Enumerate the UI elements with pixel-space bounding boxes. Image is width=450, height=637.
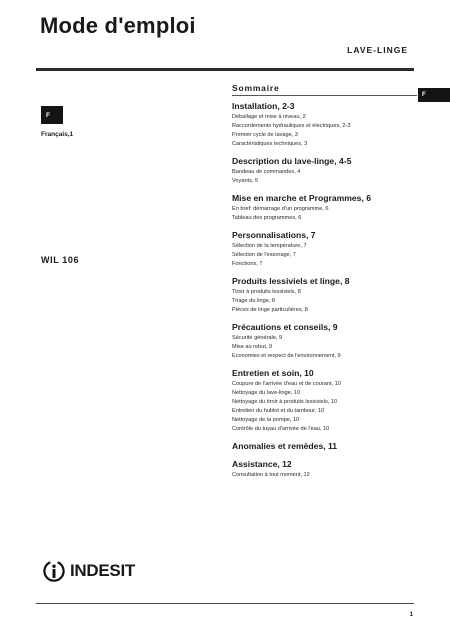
toc-section [232,156,417,186]
toc-entry: Pièces de linge particulières, 8 [232,307,308,313]
toc-section [232,193,417,223]
language-badge: F [41,106,63,124]
toc-entry: Raccordements hydrauliques et électriques, 2-3 [232,123,351,129]
toc-entry: En bref: démarrage d'un programme, 6 [232,206,329,212]
toc-section-title: Mise en marche et Programmes, 6 [232,193,371,203]
toc-entry: Fonctions, 7 [232,261,263,267]
toc-entry: Entretien du hublot et du tambour, 10 [232,408,325,414]
product-type-label: LAVE-LINGE [347,45,408,55]
toc-section [232,276,417,315]
toc-section-title: Assistance, 12 [232,459,292,469]
brand-wordmark: INDESIT [70,561,135,580]
toc-entry: Mise au rebut, 9 [232,344,273,350]
language-label: Français,1 [41,131,74,138]
toc-entry: Sécurité générale, 9 [232,335,283,341]
toc-section-title: Anomalies et remèdes, 11 [232,441,338,451]
toc-section [232,230,417,269]
toc-section-title: Produits lessiviels et linge, 8 [232,276,350,286]
toc-sections [232,101,417,480]
toc-entry: Tableau des programmes, 6 [232,215,302,221]
language-tab: F [418,88,450,102]
toc-entry: Contrôle du tuyau d'arrivée de l'eau, 10 [232,426,330,432]
toc-entry: Déballage et mise à niveau, 2 [232,114,306,120]
toc-entry: Tiroir à produits lessiviels, 8 [232,289,301,295]
toc-section-title: Description du lave-linge, 4-5 [232,156,352,166]
toc-entry: Triage du linge, 8 [232,298,276,304]
page-title: Mode d'emploi [40,13,196,38]
toc-section [232,322,417,361]
model-number: WIL 106 [41,255,80,265]
toc-section [232,368,417,434]
header-divider [36,68,414,71]
toc-section [232,441,417,452]
toc-entry: Nettoyage du lave-linge, 10 [232,390,301,396]
toc-entry: Caractéristiques techniques, 3 [232,141,308,147]
indesit-i-circle-icon [42,559,66,583]
toc-entry: Economies et respect de l'environnement, 9 [232,353,341,359]
table-of-contents [232,83,417,487]
toc-entry: Voyants, 5 [232,178,259,184]
toc-entry: Coupure de l'arrivée d'eau et de courant, 10 [232,381,341,387]
page-number: 1 [409,612,413,618]
toc-entry: Consultation à tout moment, 12 [232,472,310,478]
toc-entry: Sélection de l'essorage, 7 [232,252,296,258]
toc-section-title: Précautions et conseils, 9 [232,322,338,332]
toc-section [232,101,417,149]
toc-entry: Premier cycle de lavage, 3 [232,132,298,138]
toc-entry: Nettoyage de la pompe, 10 [232,417,300,423]
footer-divider [36,603,414,604]
toc-heading: Sommaire [232,83,417,96]
toc-entry: Nettoyage du tiroir à produits lessiviels, 10 [232,399,338,405]
toc-entry: Sélection de la température, 7 [232,243,307,249]
toc-section [232,459,417,480]
toc-entry: Bandeau de commandes, 4 [232,169,301,175]
brand-logo [42,559,135,583]
toc-section-title: Personnalisations, 7 [232,230,316,240]
toc-section-title: Installation, 2-3 [232,101,295,111]
toc-section-title: Entretien et soin, 10 [232,368,314,378]
